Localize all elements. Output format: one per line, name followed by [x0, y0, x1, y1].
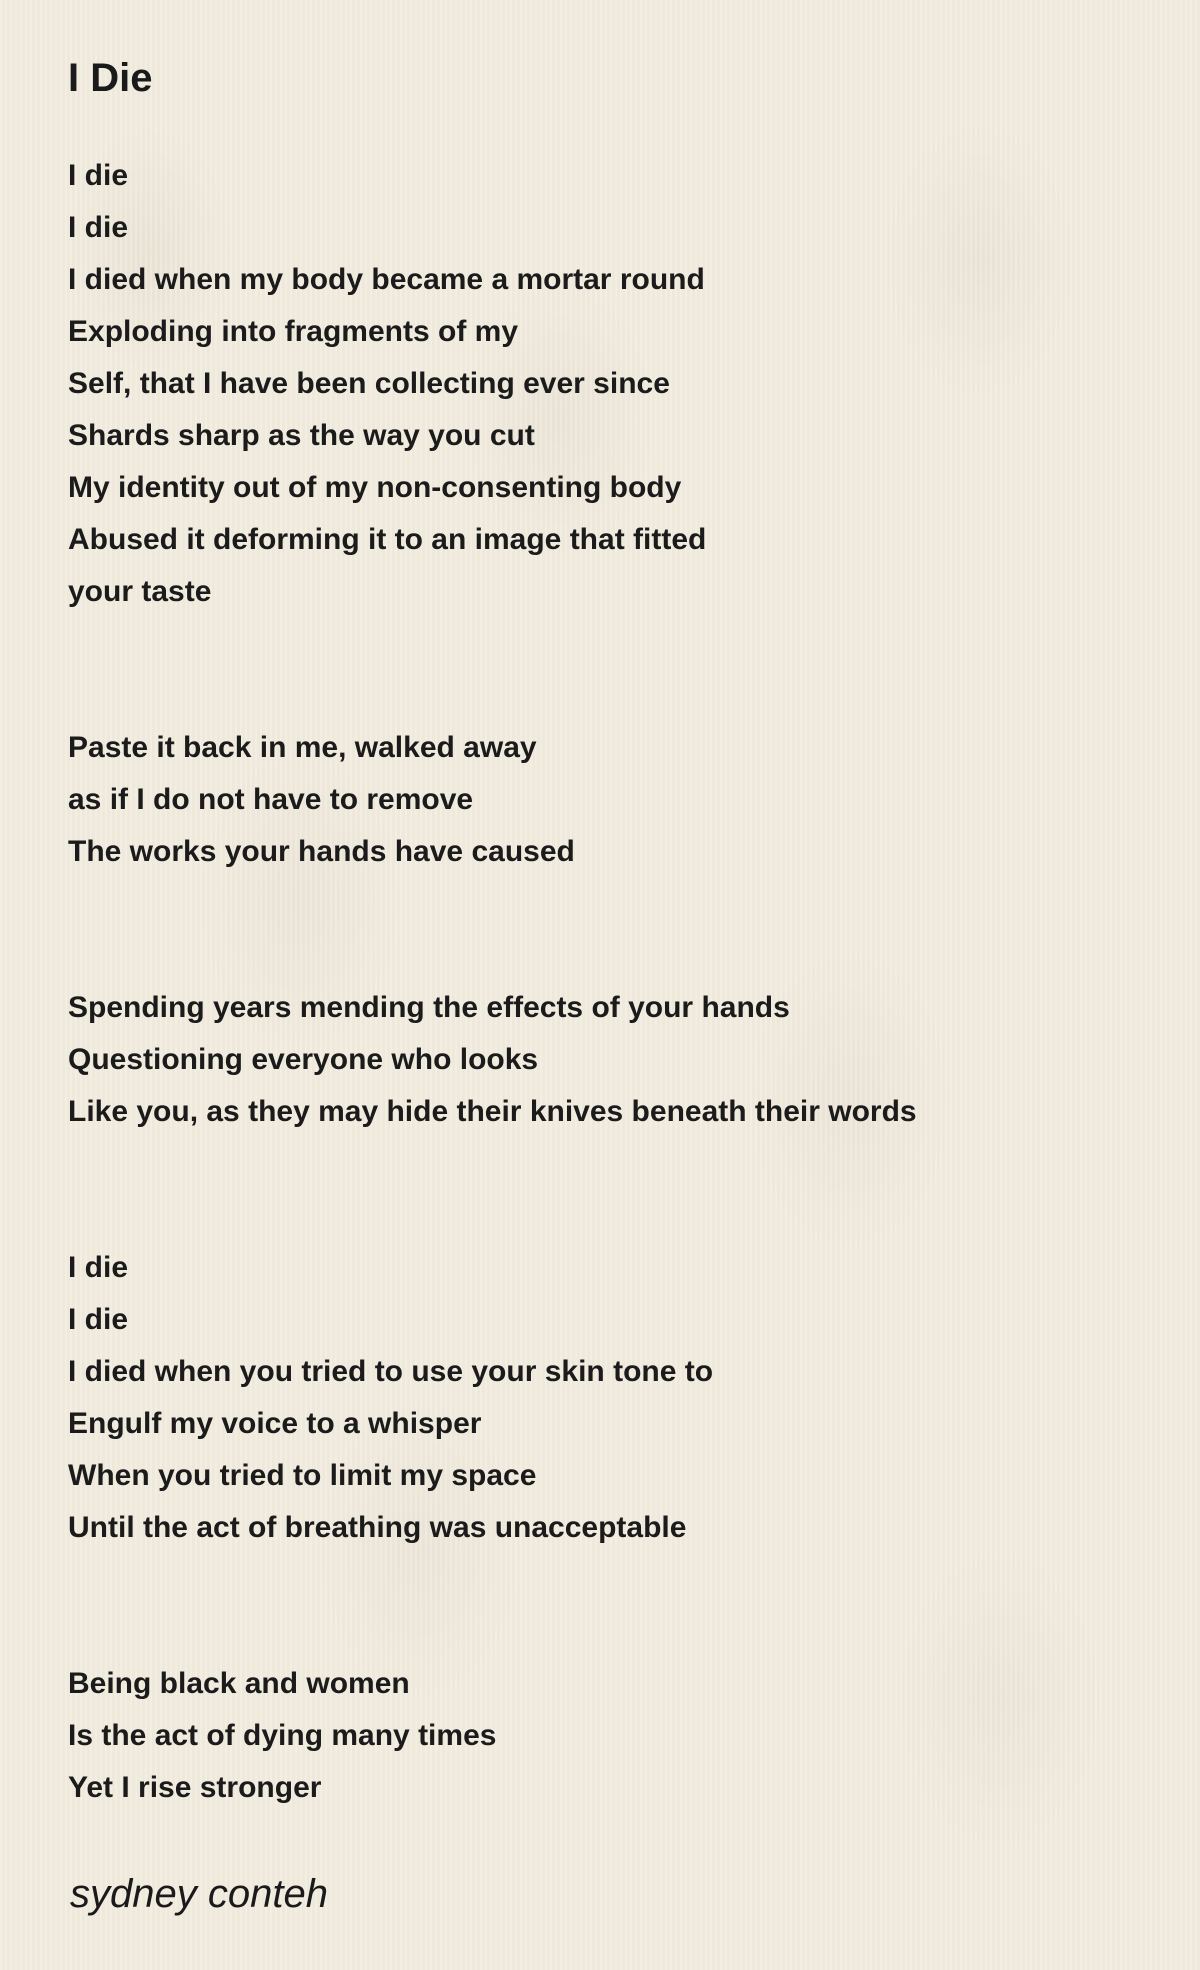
- poem-line: I die: [68, 211, 129, 244]
- poem-line: Self, that I have been collecting ever since: [68, 367, 670, 400]
- poem-line: your taste: [68, 575, 212, 608]
- poem-title: I Die: [68, 56, 153, 100]
- poem-line: as if I do not have to remove: [68, 783, 474, 816]
- stanza-5: [68, 1658, 1168, 1814]
- poem-line: I die: [68, 159, 129, 192]
- poem-line: Is the act of dying many times: [68, 1719, 497, 1752]
- poem-line: Spending years mending the effects of your hands: [68, 991, 790, 1024]
- poem-author: sydney conteh: [70, 1872, 328, 1916]
- poem-line: Like you, as they may hide their knives beneath their words: [68, 1095, 917, 1128]
- poem-line: Exploding into fragments of my: [68, 315, 519, 348]
- stanza-1: [68, 150, 1168, 618]
- poem-line: My identity out of my non-consenting body: [68, 471, 682, 504]
- poem-line: I die: [68, 1303, 129, 1336]
- poem-line: Abused it deforming it to an image that fitted: [68, 523, 707, 556]
- poem-line: I died when you tried to use your skin tone to: [68, 1355, 714, 1388]
- poem-line: The works your hands have caused: [68, 835, 575, 868]
- poem-body: [68, 150, 1168, 1814]
- poem-line: I died when my body became a mortar round: [68, 263, 705, 296]
- poem-line: Questioning everyone who looks: [68, 1043, 539, 1076]
- poem-line: Yet I rise stronger: [68, 1771, 322, 1804]
- poem-line: Engulf my voice to a whisper: [68, 1407, 482, 1440]
- poem-line: Shards sharp as the way you cut: [68, 419, 535, 452]
- stanza-4: [68, 1242, 1168, 1554]
- poem-line: Until the act of breathing was unacceptable: [68, 1511, 687, 1544]
- poem-line: Paste it back in me, walked away: [68, 731, 537, 764]
- poem-line: Being black and women: [68, 1667, 410, 1700]
- stanza-2: [68, 722, 1168, 878]
- stanza-3: [68, 982, 1168, 1138]
- poem-line: When you tried to limit my space: [68, 1459, 537, 1492]
- poem-line: I die: [68, 1251, 129, 1284]
